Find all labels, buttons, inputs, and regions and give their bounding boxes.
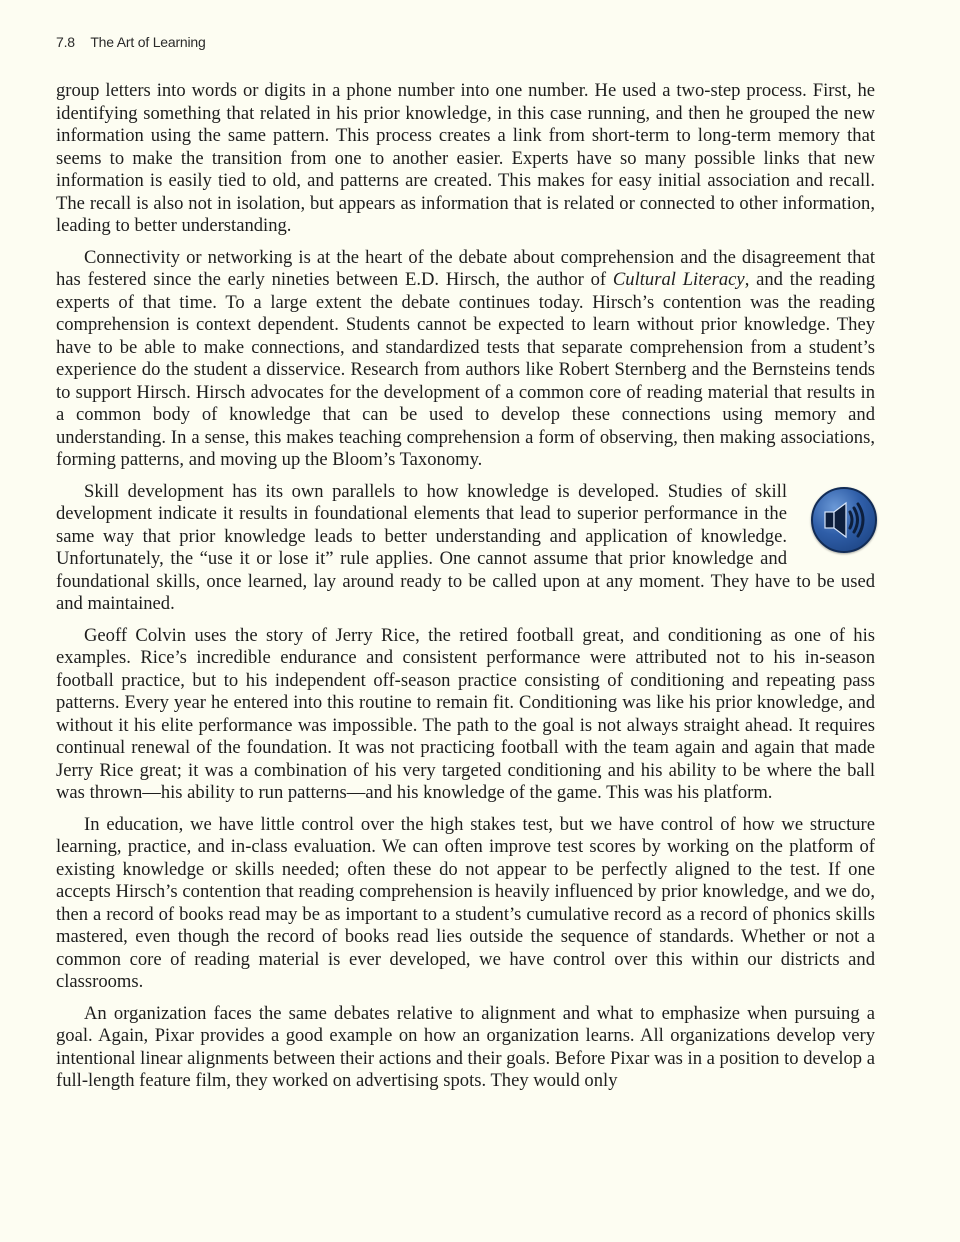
paragraph-5: In education, we have little control over the high stakes test, but we have control of how we structure learning, practice, and in-class evaluation. We can often improve test scores by working on the platform of existing knowledge or skills needed; often these do not appear to be perfectly aligned to the test. If one accepts Hirsch’s contention that reading comprehension is heavily influenced by prior knowledge, and we do, then a record of books read may be as important to a student’s cumulative record as a record of phonics skills mastered, even though the record of books read lies outside the sequence of standards. Whether or not a common core of reading material is ever developed, we have control over this within our districts and classrooms. — [56, 813, 875, 992]
paragraph-2-text-b: , and the reading experts of that time. To a large extent the debate continues today. Hirsch’s contention was the reading comprehension is context dependent. Students cannot be expected to learn without prior knowledge. They have to be able to make connections, and standardized tests that separate comprehension from a student’s experience do the student a disservice. Research from authors like Robert Sternberg and the Bernsteins tends to support Hirsch. Hirsch advocates for the development of a common core of reading material that results in a common body of knowledge that can be used to develop these connections using memory and understanding. In a sense, this makes teaching comprehension a form of observing, then making associations, forming patterns, and moving up the Bloom’s Taxonomy. — [56, 269, 876, 470]
page-number: 7.8 — [56, 34, 75, 50]
audio-button-wrap — [799, 483, 877, 565]
paragraph-1: group letters into words or digits in a phone number into one number. He used a two-step process. First, he identifying something that related in his prior knowledge, in this case running, and then he grouped the new information using the same pattern. This process creates a link from short-term to long-term memory that seems to make the transition from one to another easier. Experts have so many possible links that new information is easily tied to old, and patterns are created. This makes for easy initial association and recall. The recall is also not in isolation, but appears as information that is related or connected to other information, leading to better understanding. — [56, 80, 875, 236]
paragraph-2 — [56, 247, 875, 472]
paragraph-3 — [56, 481, 875, 616]
speaker-icon — [822, 500, 866, 540]
body-text — [56, 80, 875, 1102]
book-title-cultural-literacy: Cultural Literacy — [612, 269, 745, 290]
paragraph-6: An organization faces the same debates relative to alignment and what to emphasize when pursuing a goal. Again, Pixar provides a good example on how an organization learns. All organizations develop very intentional linear alignments between their actions and their goals. Before Pixar was in a position to develop a full-length feature film, they worked on advertising spots. They would only — [56, 1002, 875, 1091]
paragraph-4: Geoff Colvin uses the story of Jerry Rice, the retired football great, and conditioning as one of his examples. Rice’s incredible endurance and consistent performance were attributed not to his in-season football practice, but to his independent off-season practice consisting of conditioning and repeating pass patterns. Every year he entered into this routine to remain fit. Conditioning was like his prior knowledge, and without it his elite performance was impossible. The path to the goal is not always straight ahead. It requires continual renewal of the foundation. It was not practicing football with the team again and again that made Jerry Rice great; it was a combination of his very targeted conditioning and his ability to be where the ball was thrown—his ability to run patterns—and his knowledge of the game. This was his platform. — [56, 624, 875, 803]
page-header — [56, 34, 206, 50]
paragraph-3-text: Skill development has its own parallels to how knowledge is developed. Studies of skill development indicate it results in foundational elements that lead to superior performance in the same way that prior knowledge leads to better understanding and application of knowledge. Unfortunately, the “use it or lose it” rule applies. One cannot assume that prior knowledge and foundational skills, once learned, lay around ready to be called upon at any moment. They have to be used and maintained. — [56, 480, 875, 614]
paragraph-2-text-a: Connectivity or networking is at the heart of the debate about comprehension and the disagreement that has festered since the early nineties between E.D. Hirsch, the author of — [56, 246, 875, 290]
running-title: The Art of Learning — [90, 34, 206, 50]
audio-play-button[interactable] — [811, 487, 877, 553]
